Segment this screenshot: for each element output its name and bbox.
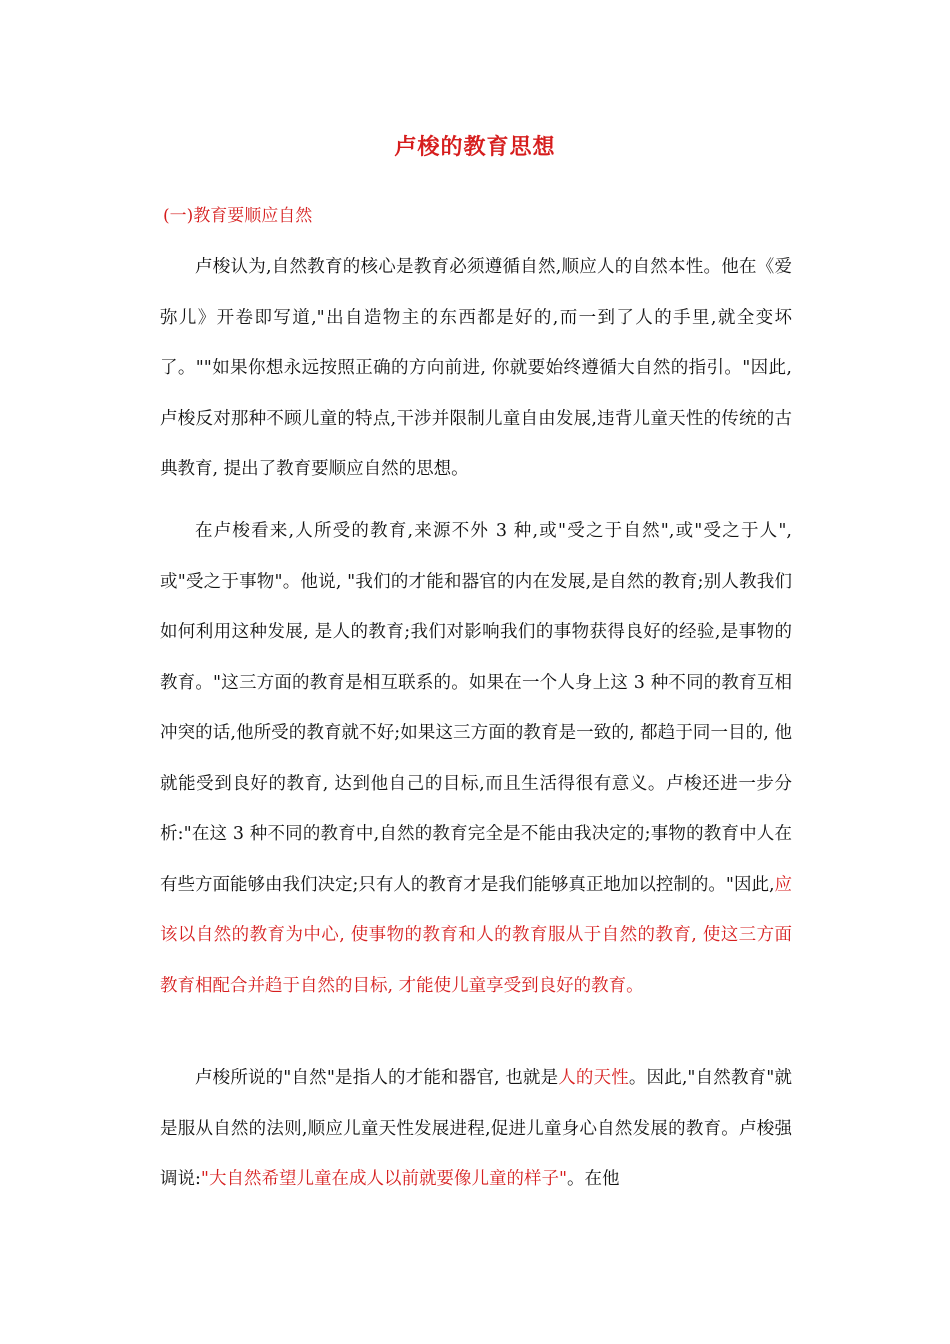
document-title: 卢梭的教育思想 (394, 134, 556, 160)
paragraph-2-text: 在卢梭看来,人所受的教育,来源不外 3 种,或"受之于自然",或"受之于人",或"受之于事物"。他说, "我们的才能和器官的内在发展,是自然的教育;别人教我们如何利用这种发展, 是人的教育;我们对影响我们的事物获得良好的经验,是事物的教育。"这三方面的教育是相互联系的。如果在一个人身上这 3 种不同的教育互相冲突的话,他所受的教育就不好;如果这三方面的教育是一致的, 都趋于同一目的, 他就能受到良好的教育, 达到他自己的目标,而且生活得很有意义。卢梭还进一步分析:"在这 3 种不同的教育中,自然的教育完全是不能由我决定的;事物的教育中人在有些方面能够由我们决定;只有人的教育才是我们能够真正地加以控制的。"因此, (160, 521, 792, 895)
paragraph-3-text-b: 。因此,"自然教育"就是服从自然的法则,顺应儿童天性发展进程,促进儿童身心自然发展的教育。卢梭强调说: (160, 1068, 792, 1189)
paragraph-1: 卢梭认为,自然教育的核心是教育必须遵循自然,顺应人的自然本性。他在《爱弥儿》开卷即写道,"出自造物主的东西都是好的,而一到了人的手里,就全变坏了。""如果你想永远按照正确的方向前进, 你就要始终遵循大自然的指引。"因此,卢梭反对那种不顾儿童的特点,干涉并限制儿童自由发展,违背儿童天性的传统的古典教育, 提出了教育要顺应自然的思想。 (160, 257, 792, 479)
paragraph-3-highlight-b: "大自然希望儿童在成人以前就要像儿童的样子" (200, 1169, 568, 1189)
paragraph-2 (160, 506, 792, 1011)
paragraph-2-highlight: 应该以自然的教育为中心, 使事物的教育和人的教育服从于自然的教育, 使这三方面教育相配合并趋于自然的目标, 才能使儿童享受到良好的教育。 (160, 874, 793, 996)
paragraph-3-text-c: 。在他 (567, 1169, 620, 1189)
paragraph-3-highlight-a: 人的天性 (558, 1068, 629, 1088)
section-heading: (一)教育要顺应自然 (163, 206, 313, 226)
paragraph-3-text-a: 卢梭所说的"自然"是指人的才能和器官, 也就是 (195, 1068, 559, 1088)
paragraph-3 (160, 1053, 792, 1205)
